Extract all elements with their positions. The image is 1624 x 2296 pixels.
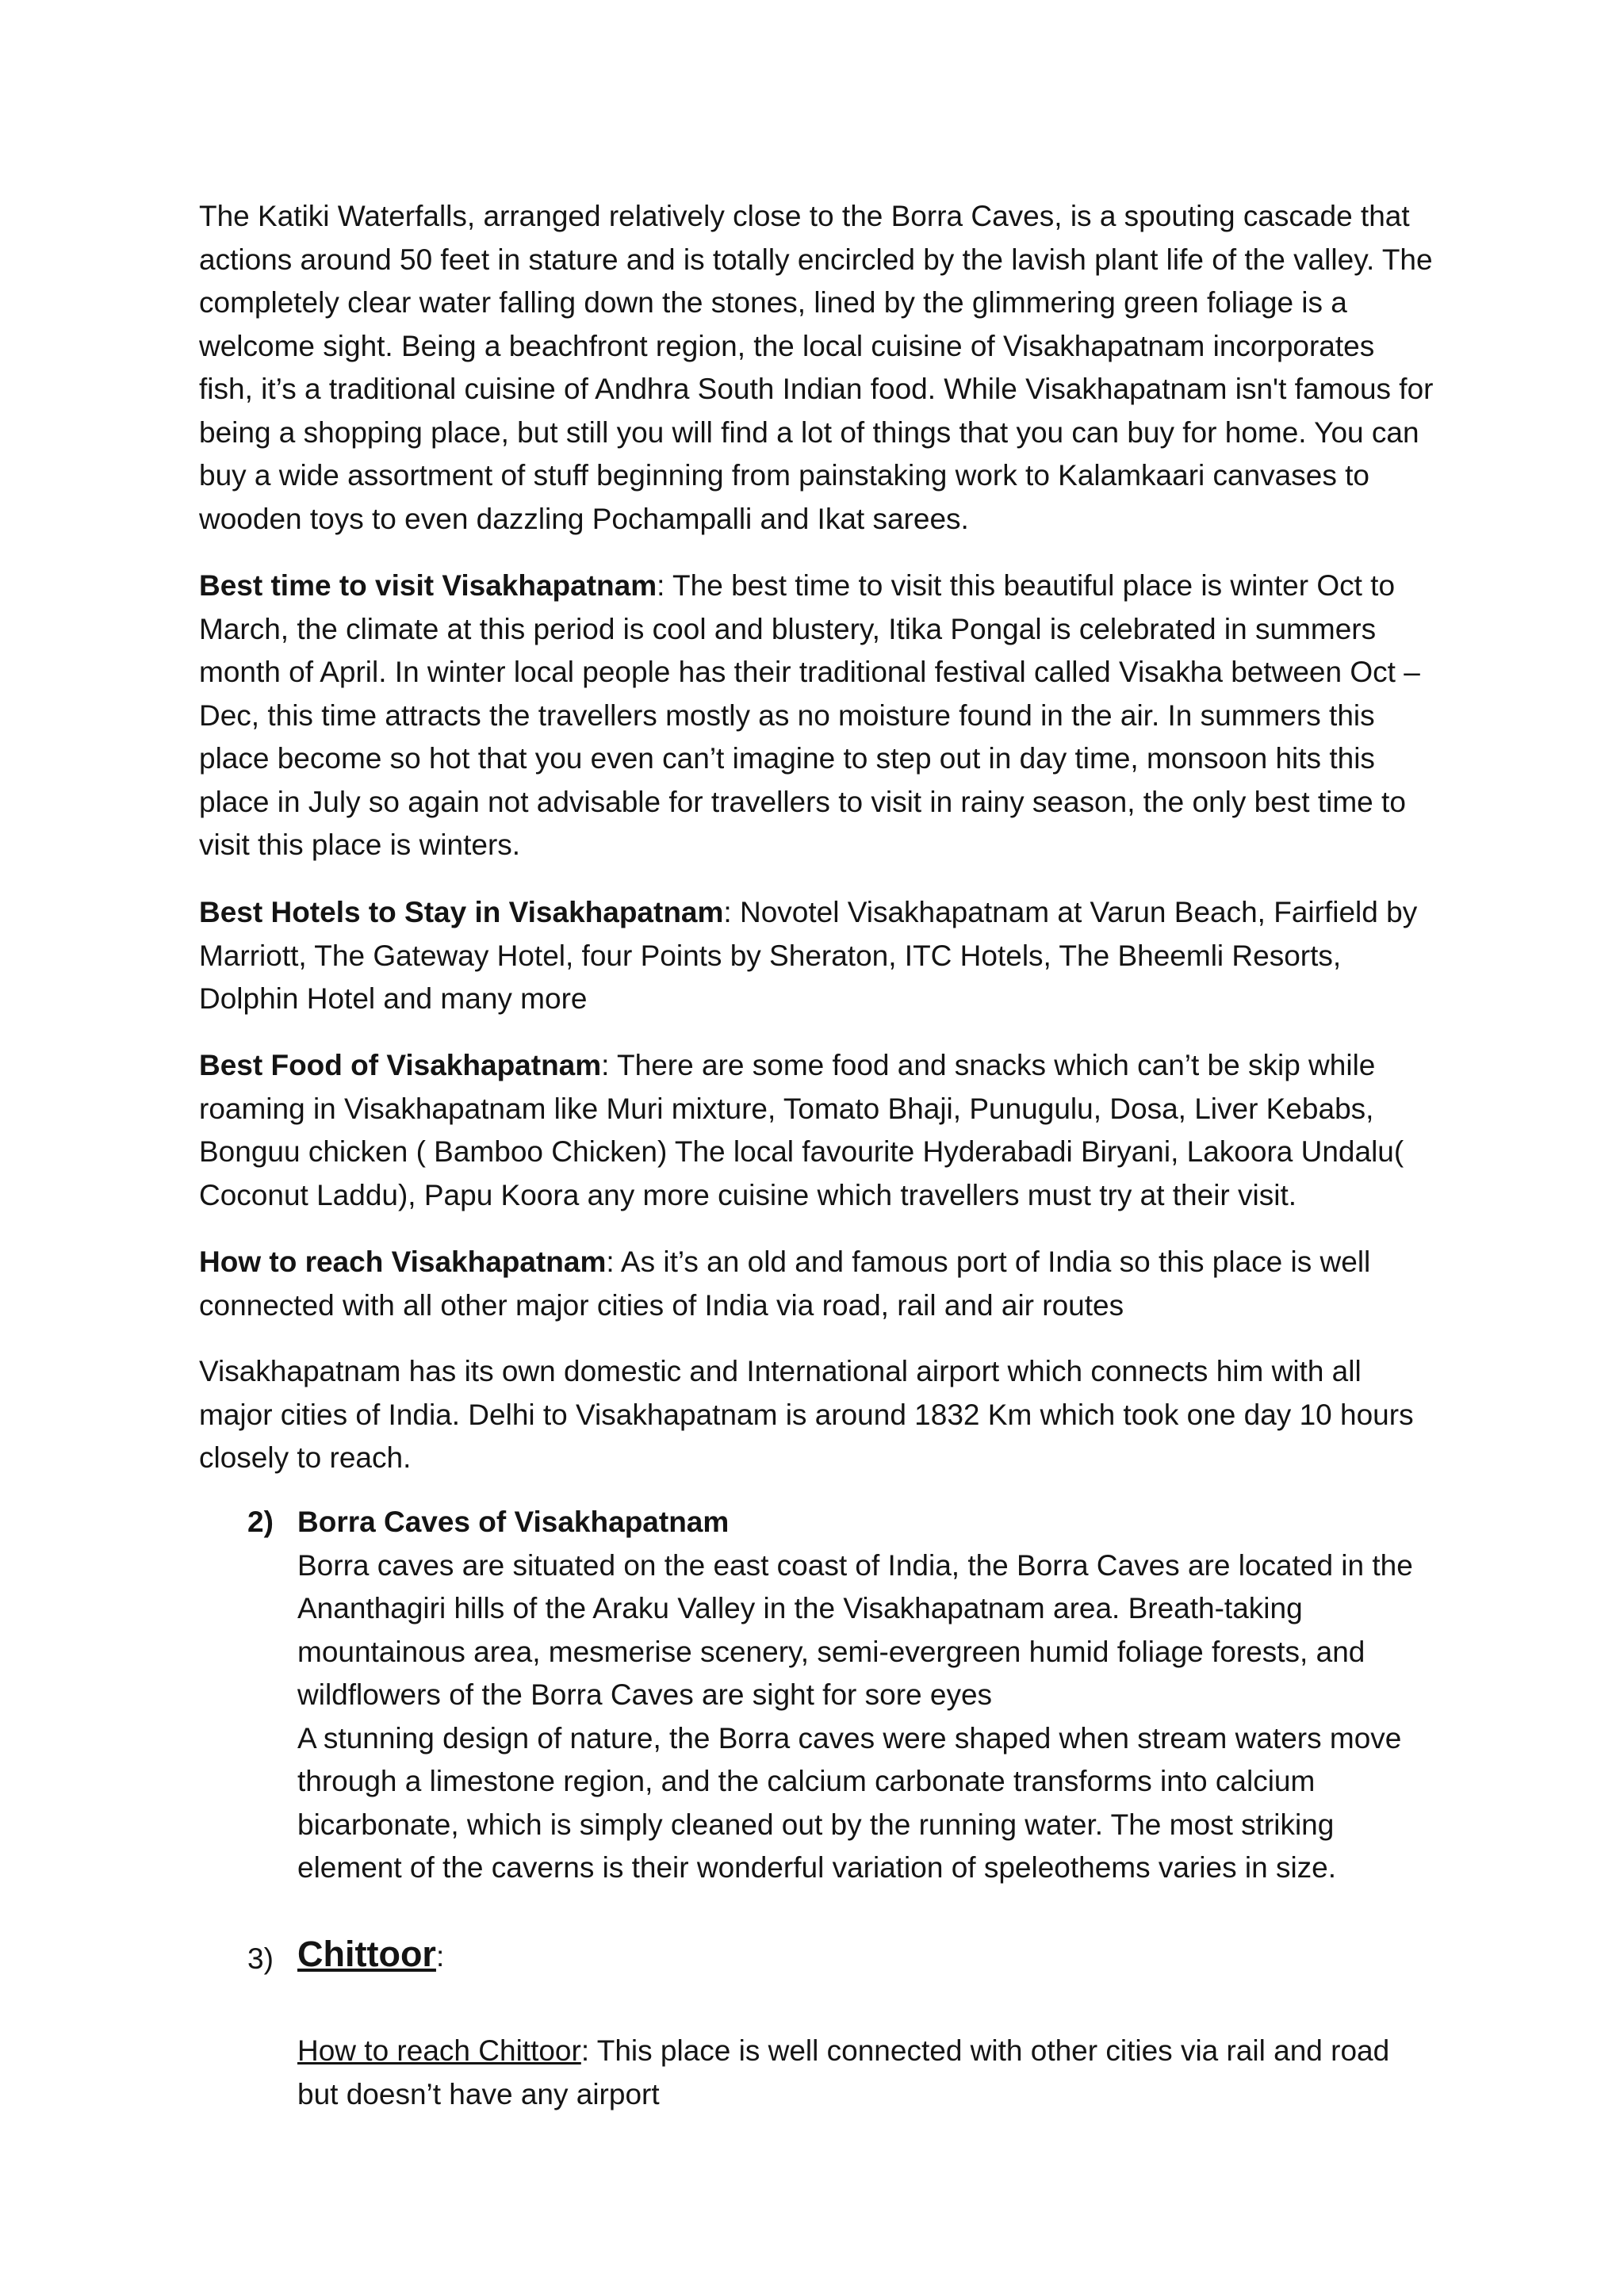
best-time-text: : The best time to visit this beautiful place is winter Oct to March, the climate at this period is cool and blustery, Itika Pongal is celebrated in summers month of April. In winter local people has their traditional festival called Visakha between Oct – Dec, this time attracts the travellers mostly as no moisture found in the air. In summers this place become so hot that you even can’t imagine to step out in day time, monsoon hits this place in July so again not advisable for travellers to visit in rainy season, the only best time to visit this place is winters.	[199, 569, 1420, 861]
intro-paragraph: The Katiki Waterfalls, arranged relatively close to the Borra Caves, is a spouting cascade that actions around 50 feet in stature and is totally encircled by the lavish plant life of the valley. The completely clear water falling down the stones, lined by the glimmering green foliage is a welcome sight. Being a beachfront region, the local cuisine of Visakhapatnam incorporates fish, it’s a traditional cuisine of Andhra South Indian food. While Visakhapatnam isn't famous for being a shopping place, but still you will find a lot of things that you can buy for home. You can buy a wide assortment of stuff beginning from painstaking work to Kalamkaari canvases to wooden toys to even dazzling Pochampalli and Ikat sarees.	[199, 200, 1434, 535]
borra-caves-paragraph-2: A stunning design of nature, the Borra caves were shaped when stream waters move through a limestone region, and the calcium carbonate transforms into calcium bicarbonate, which is simply cleaned out by the running water. The most striking element of the caverns is their wonderful variation of speleothems varies in size.	[297, 1721, 1402, 1884]
how-to-reach-label: How to reach Visakhapatnam	[199, 1246, 607, 1278]
chittoor-reach-text: : This place is well connected with other cities via rail and road but doesn’t have any airport	[297, 2034, 1390, 2110]
best-hotels-text: : Novotel Visakhapatnam at Varun Beach, Fairfield by Marriott, The Gateway Hotel, four Points by Sheraton, ITC Hotels, The Bheemli Resorts, Dolphin Hotel and many more	[199, 896, 1418, 1015]
how-to-reach-text: : As it’s an old and famous port of India so this place is well connected with all other major cities of India via road, rail and air routes	[199, 1246, 1371, 1322]
borra-caves-paragraph-1: Borra caves are situated on the east coast of India, the Borra Caves are located in the Ananthagiri hills of the Araku Valley in the Visakhapatnam area. Breath-taking mountainous area, mesmerise scenery, semi-evergreen humid foliage forests, and wildflowers of the Borra Caves are sight for sore eyes	[297, 1548, 1413, 1711]
best-food-text: : There are some food and snacks which can’t be skip while roaming in Visakhapatnam like Muri mixture, Tomato Bhaji, Punugulu, Dosa, Liver Kebabs, Bonguu chicken ( Bamboo Chicken) The local favourite Hyderabadi Biryani, Lakoora Undalu( Coconut Laddu), Papu Koora any more cuisine which travellers must try at their visit.	[199, 1049, 1404, 1211]
best-hotels-paragraph	[199, 891, 1436, 1021]
best-food-label: Best Food of Visakhapatnam	[199, 1049, 602, 1081]
airport-paragraph: Visakhapatnam has its own domestic and International airport which connects him with all major cities of India. Delhi to Visakhapatnam is around 1832 Km which took one day 10 hours closely to reach.	[199, 1355, 1414, 1474]
best-time-paragraph	[199, 564, 1436, 867]
chittoor-title-suffix: :	[435, 1940, 445, 1973]
list-item-body	[297, 1501, 1436, 1890]
chittoor-reach-label: How to reach Chittoor	[297, 2034, 581, 2067]
best-hotels-label: Best Hotels to Stay in Visakhapatnam	[199, 896, 724, 928]
chittoor-title: Chittoor	[297, 1934, 436, 1974]
best-time-label: Best time to visit Visakhapatnam	[199, 569, 657, 602]
list-number: 3)	[247, 1942, 274, 1975]
borra-caves-title: Borra Caves of Visakhapatnam	[297, 1506, 730, 1538]
how-to-reach-paragraph	[199, 1241, 1436, 1327]
chittoor-reach-paragraph	[297, 2030, 1436, 2116]
list-number: 2)	[247, 1506, 274, 1538]
best-food-paragraph	[199, 1044, 1436, 1217]
chittoor-heading-line	[297, 1933, 1436, 1979]
